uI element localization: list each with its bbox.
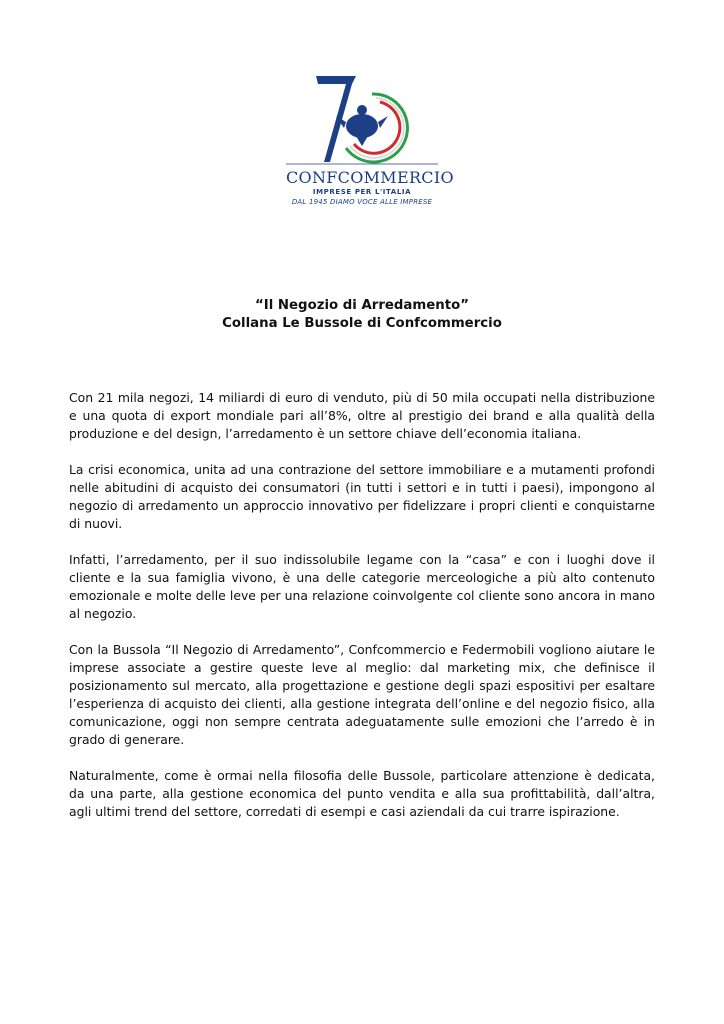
- logo-brand-name: CONFCOMMERCIO: [286, 168, 454, 187]
- paragraph: Con 21 mila negozi, 14 miliardi di euro di venduto, più di 50 mila occupati nella distribuzione e una quota di export mondiale pari all’8%, oltre al prestigio dei brand e alla qualità della produzione e del design, l’arredamento è un settore chiave dell’economia italiana.: [69, 390, 655, 441]
- logo-motto: DAL 1945 DIAMO VOCE ALLE IMPRESE: [291, 198, 433, 206]
- paragraph: Con la Bussola “Il Negozio di Arredamento”, Confcommercio e Federmobili vogliono aiutare le imprese associate a gestire queste leve al meglio: dal marketing mix, che definisce il posizionamento sul mercato, alla progettazione e gestione degli spazi espositivi per esaltare l’esperienza di acquisto dei clienti, alla gestione integrata dell’online e del negozio fisico, alla comunicazione, oggi non sempre centrata adeguatamente sulle emozioni che l’arredo è in grado di generare.: [69, 642, 655, 747]
- paragraph: La crisi economica, unita ad una contrazione del settore immobiliare e a mutamenti profondi nelle abitudini di acquisto dei consumatori (in tutti i settori e in tutti i paesi), impongono al negozio di arredamento un approccio innovativo per fidelizzare i propri clienti e conquistarne di nuovi.: [69, 462, 655, 531]
- confcommercio-logo: [286, 72, 454, 212]
- document-subtitle: Collana Le Bussole di Confcommercio: [222, 316, 502, 331]
- paragraph: Infatti, l’arredamento, per il suo indissolubile legame con la “casa” e con i luoghi dove il cliente e la sua famiglia vivono, è una delle categorie merceologiche a più alto contenuto emozionale e molte delle leve per una relazione coinvolgente col cliente sono ancora in mano al negozio.: [69, 552, 655, 621]
- logo-subtitle: IMPRESE PER L'ITALIA: [312, 188, 412, 196]
- document-body: [69, 389, 655, 839]
- paragraph: Naturalmente, come è ormai nella filosofia delle Bussole, particolare attenzione è dedicata, da una parte, alla gestione economica del punto vendita e alla sua profittabilità, dall’altra, agli ultimi trend del settore, corredati di esempi e casi aziendali da cui trarre ispirazione.: [69, 768, 655, 819]
- seventy-anniversary-emblem-icon: [286, 72, 438, 168]
- document-title: “Il Negozio di Arredamento”: [255, 298, 469, 313]
